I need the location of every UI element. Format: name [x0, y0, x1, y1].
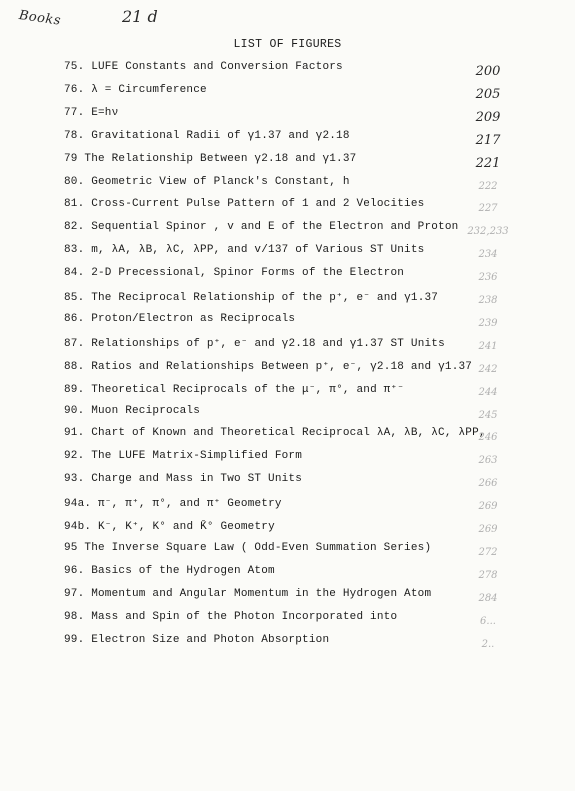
handwritten-id-note: 21 d	[122, 7, 158, 26]
figure-page-number: 244	[478, 386, 498, 398]
handwritten-corner-note: Books	[17, 8, 62, 29]
figure-page-number: 6...	[480, 615, 496, 627]
figure-entry	[0, 450, 575, 470]
figure-entry-text: 79 The Relationship Between γ2.18 and γ1.37	[64, 152, 357, 165]
figure-entry-text: 91. Chart of Known and Theoretical Reciprocal λA, λB, λC, λPP,	[64, 427, 486, 440]
figure-entry	[0, 405, 575, 425]
figure-page-number: 205	[475, 86, 501, 102]
figure-page-number: 200	[475, 64, 501, 79]
figure-entry	[0, 611, 575, 631]
figure-entry	[0, 382, 575, 402]
figure-entry-text: 75. LUFE Constants and Conversion Factors	[64, 61, 343, 73]
figure-entry	[0, 313, 575, 333]
figure-entry-text: 96. Basics of the Hydrogen Atom	[64, 564, 275, 577]
figure-page-number: 241	[478, 340, 498, 352]
figure-entry-text: 97. Momentum and Angular Momentum in the Hydrogen Atom	[64, 587, 432, 600]
figure-entry	[0, 84, 575, 104]
figure-entry-text: 89. Theoretical Reciprocals of the μ⁻, π°, and π⁺⁻	[64, 383, 405, 396]
figure-entry	[0, 565, 575, 585]
page-title: LIST OF FIGURES	[233, 38, 342, 51]
figure-entry	[0, 176, 575, 196]
figure-page-number: 222	[478, 180, 498, 192]
figure-entry	[0, 198, 575, 218]
figure-entry	[0, 496, 575, 516]
figure-entry	[0, 153, 575, 173]
figure-page-number: 263	[478, 455, 498, 467]
figure-entry-text: 82. Sequential Spinor , v and E of the Electron and Proton	[64, 221, 459, 234]
figure-entry-text: 88. Ratios and Relationships Between p⁺, e⁻, γ2.18 and γ1.37	[64, 360, 473, 373]
figure-entry	[0, 244, 575, 264]
figure-entry-text: 77. E=hν	[64, 106, 119, 119]
figure-page-number: 272	[478, 546, 498, 558]
figure-page-number: 278	[478, 569, 498, 581]
figure-page-number: 284	[478, 592, 498, 604]
figure-entry-text: 86. Proton/Electron as Reciprocals	[64, 312, 296, 325]
figure-page-number: 221	[475, 155, 501, 171]
figure-entry-text: 94a. π⁻, π⁺, π°, and π⁺ Geometry	[64, 498, 282, 511]
figure-entry	[0, 588, 575, 608]
figure-entry	[0, 290, 575, 310]
figure-entry	[0, 336, 575, 356]
figure-page-number: 209	[475, 109, 501, 125]
figure-page-number: 266	[478, 478, 498, 490]
figure-entry-text: 78. Gravitational Radii of γ1.37 and γ2.18	[64, 129, 350, 142]
figure-entry-text: 99. Electron Size and Photon Absorption	[64, 633, 330, 646]
figure-page-number: 246	[478, 432, 498, 444]
figure-entry	[0, 634, 575, 654]
figure-page-number: 2..	[481, 638, 495, 650]
figure-entry	[0, 473, 575, 493]
figure-entry-text: 76. λ = Circumference	[64, 83, 207, 96]
figure-page-number: 242	[478, 363, 498, 375]
figure-entry	[0, 519, 575, 539]
figure-entry-text: 80. Geometric View of Planck's Constant, h	[64, 175, 350, 188]
figure-page-number: 227	[478, 203, 498, 215]
figure-page-number: 238	[478, 295, 498, 306]
figure-page-number: 236	[478, 272, 498, 284]
figure-entry-text: 84. 2-D Precessional, Spinor Forms of the Electron	[64, 267, 405, 280]
figure-entry	[0, 267, 575, 287]
figure-entry-text: 92. The LUFE Matrix-Simplified Form	[64, 450, 303, 463]
figure-page-number: 239	[478, 317, 498, 329]
figure-page-number: 269	[478, 524, 498, 535]
figure-entry-text: 94b. K⁻, K⁺, K° and K̄° Geometry	[64, 521, 275, 533]
figure-page-number: 217	[475, 132, 501, 148]
figure-entry	[0, 61, 575, 81]
figure-entry	[0, 542, 575, 562]
figure-entry-text: 81. Cross-Current Pulse Pattern of 1 and 2 Velocities	[64, 198, 425, 211]
figure-page-number: 269	[478, 501, 498, 513]
figure-entry-text: 93. Charge and Mass in Two ST Units	[64, 473, 303, 486]
figure-entry-text: 87. Relationships of p⁺, e⁻ and γ2.18 and γ1.37 ST Units	[64, 337, 445, 350]
figure-page-number: 245	[478, 409, 498, 421]
figure-entry	[0, 221, 575, 241]
figure-page-number: 232,233	[467, 226, 509, 238]
figure-entry-text: 98. Mass and Spin of the Photon Incorporated into	[64, 610, 398, 623]
figure-entry	[0, 107, 575, 127]
figure-entry	[0, 359, 575, 379]
figure-entry	[0, 427, 575, 447]
figure-entry-text: 95 The Inverse Square Law ( Odd-Even Summation Series)	[64, 541, 432, 554]
figure-entry-text: 90. Muon Reciprocals	[64, 404, 201, 417]
figure-entry-text: 85. The Reciprocal Relationship of the p⁺, e⁻ and γ1.37	[64, 292, 439, 304]
figure-entry	[0, 130, 575, 150]
figure-entry-text: 83. m, λA, λB, λC, λPP, and v/137 of Various ST Units	[64, 244, 425, 257]
figure-page-number: 234	[478, 249, 498, 261]
